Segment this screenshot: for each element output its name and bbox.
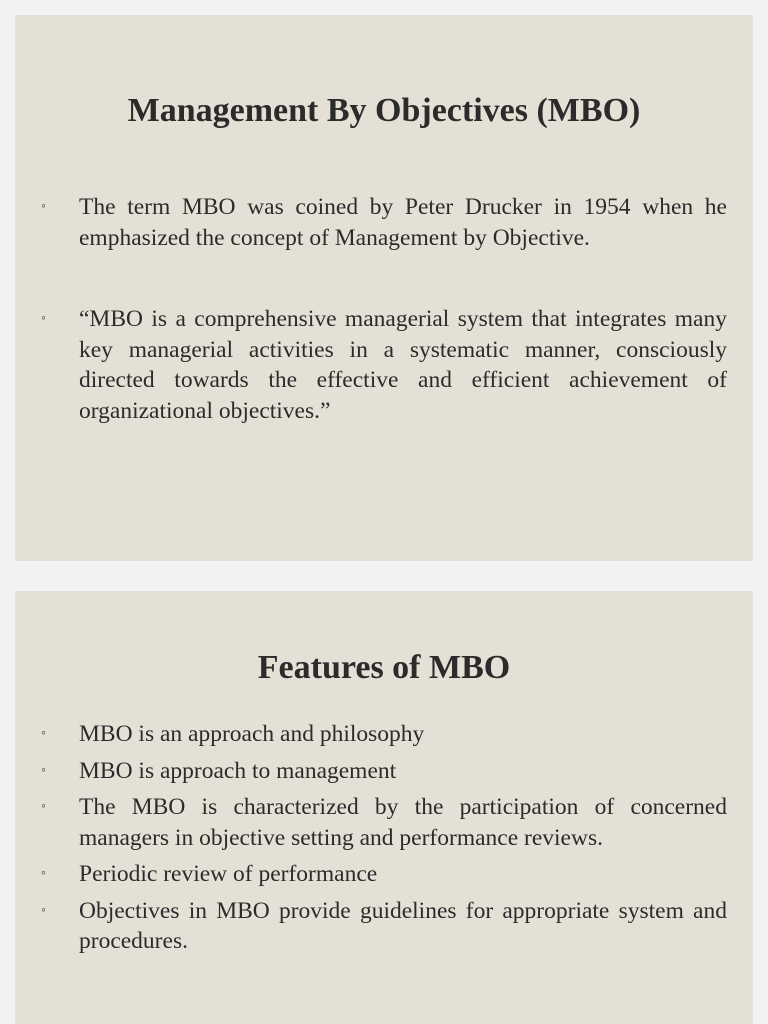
bullet-text: MBO is an approach and philosophy (79, 721, 425, 747)
bullet-item (15, 896, 753, 957)
bullet-circle-icon: ◦ (41, 311, 46, 326)
bullet-item (15, 719, 753, 750)
bullet-text: “MBO is a comprehensive managerial system that integrates many key managerial activities in a systematic manner, consciously directed towards the effective and efficient achievement of organizational objectives.” (79, 306, 727, 424)
bullet-item (15, 859, 753, 890)
bullet-circle-icon: ◦ (41, 762, 46, 778)
bullet-item (15, 756, 753, 787)
bullet-text: The term MBO was coined by Peter Drucker in 1954 when he emphasized the concept of Management by Objective. (79, 194, 727, 251)
bullet-text: The MBO is characterized by the participation of concerned managers in objective setting and performance reviews. (79, 794, 727, 851)
slide-features-of-mbo (15, 591, 753, 1024)
slide-title: Management By Objectives (MBO) (127, 92, 641, 129)
bullet-item (15, 304, 753, 426)
bullet-circle-icon: ◦ (41, 199, 46, 214)
bullet-list (15, 192, 753, 477)
bullet-text: Objectives in MBO provide guidelines for appropriate system and procedures. (79, 897, 727, 954)
bullet-circle-icon: ◦ (41, 866, 46, 881)
bullet-text: MBO is approach to management (79, 757, 397, 784)
bullet-circle-icon: ◦ (41, 799, 46, 814)
bullet-item (15, 792, 753, 853)
bullet-list (15, 719, 753, 963)
slide-mbo-definition (15, 15, 753, 561)
bullet-circle-icon: ◦ (41, 726, 46, 741)
bullet-circle-icon: ◦ (41, 902, 46, 918)
bullet-item (15, 192, 753, 253)
slide-title: Features of MBO (257, 649, 511, 686)
bullet-text: Periodic review of performance (79, 861, 378, 887)
